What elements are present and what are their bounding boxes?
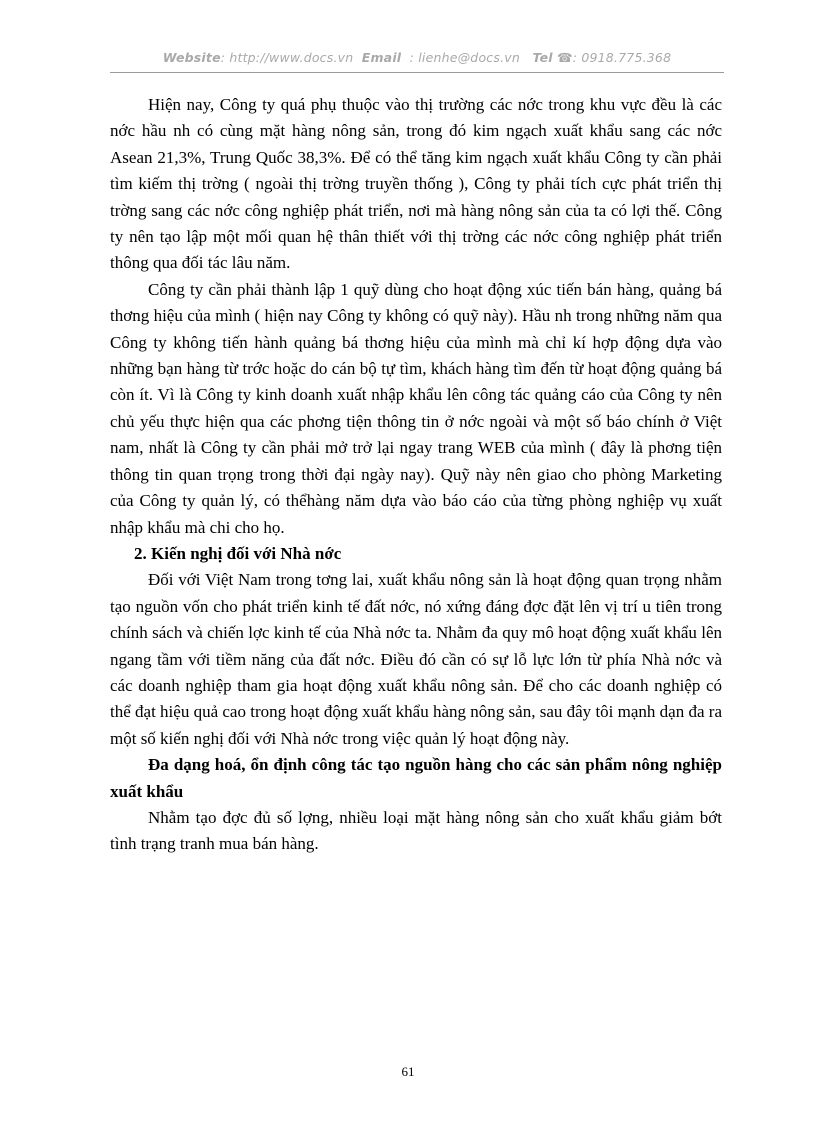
- paragraph-2: Công ty cần phải thành lập 1 quỹ dùng cho hoạt động xúc tiến bán hàng, quảng bá thơng hiệu của mình ( hiện nay Công ty không có quỹ này). Hầu nh trong những năm qua Công ty không tiến hành quảng bá thơng hiệu của mình mà chỉ kí hợp động dựa vào những bạn hàng từ trớc hoặc do cán bộ tự tìm, khách hàng tìm đến từ hoạt động quảng bá còn ít. Vì là Công ty kinh doanh xuất nhập khẩu lên công tác quảng cáo của Công ty nên chủ yếu thực hiện qua các phơng tiện thông tin ở nớc ngoài và một số báo chính ở Việt nam, nhất là Công ty cần phải mở trở lại ngay trang WEB của mình ( đây là phơng tiện thông tin quan trọng trong thời đại ngày nay). Quỹ này nên giao cho phòng Marketing của Công ty quản lý, có thểhàng năm dựa vào báo cáo của từng phòng nghiệp vụ xuất nhập khẩu mà chi cho họ.: [110, 279, 722, 537]
- phone-icon: ☎: [556, 50, 573, 65]
- website-value: : http://www.docs.vn: [220, 50, 354, 65]
- section-heading: 2. Kiến nghị đối với Nhà nớc: [134, 543, 342, 563]
- page-header: [110, 50, 724, 72]
- tel-label: Tel: [532, 50, 553, 65]
- page-number: 61: [401, 1064, 415, 1079]
- header-divider: [110, 72, 724, 73]
- subheading: Đa dạng hoá, ổn định công tác tạo nguồn hàng cho các sản phẩm nông nghiệp xuất khẩu: [110, 755, 722, 801]
- email-value: : lienhe@docs.vn: [409, 50, 520, 65]
- tel-value: : 0918.775.368: [572, 50, 672, 65]
- document-body: [110, 92, 722, 858]
- email-label: Email: [361, 50, 402, 65]
- sub-paragraph: Nhằm tạo đợc đủ số lợng, nhiều loại mặt hàng nông sản cho xuất khẩu giảm bớt tình trạng tranh mua bán hàng.: [110, 807, 722, 854]
- section-paragraph: Đối với Việt Nam trong tơng lai, xuất khẩu nông sản là hoạt động quan trọng nhằm tạo nguồn vốn cho phát triển kinh tế đất nớc, nó xứng đáng đợc đặt lên vị trí u tiên trong chính sách và chiến lợc kinh tế của Nhà nớc ta. Nhằm đa quy mô hoạt động xuất khẩu lên ngang tầm với tiềm năng của đất nớc. Điều đó cần có sự lỗ lực lớn từ phía Nhà nớc và các doanh nghiệp tham gia hoạt động xuất khẩu nông sản. Để cho các doanh nghiệp có thể đạt hiệu quả cao trong hoạt động xuất khẩu hàng nông sản, sau đây tôi mạnh dạn đa ra một số kiến nghị đối với Nhà nớc trong việc quản lý hoạt động này.: [110, 570, 722, 748]
- website-label: Website: [162, 50, 221, 65]
- paragraph-1: Hiện nay, Công ty quá phụ thuộc vào thị trường các nớc trong khu vực đều là các nớc hầu nh có cùng mặt hàng nông sản, trong đó kim ngạch xuất khẩu sang các nớc Asean 21,3%, Trung Quốc 38,3%. Để có thể tăng kim ngạch xuất khẩu Công ty cần phải tìm kiếm thị trờng ( ngoài thị trờng truyền thống ), Công ty phải tích cực phát triển thị trờng sang các nớc công nghiệp phát triển, nơi mà hàng nông sản của ta có lợi thế. Công ty nên tạo lập một mối quan hệ thân thiết với thị trờng các nớc công nghiệp phát triển thông qua đối tác lâu năm.: [110, 95, 722, 273]
